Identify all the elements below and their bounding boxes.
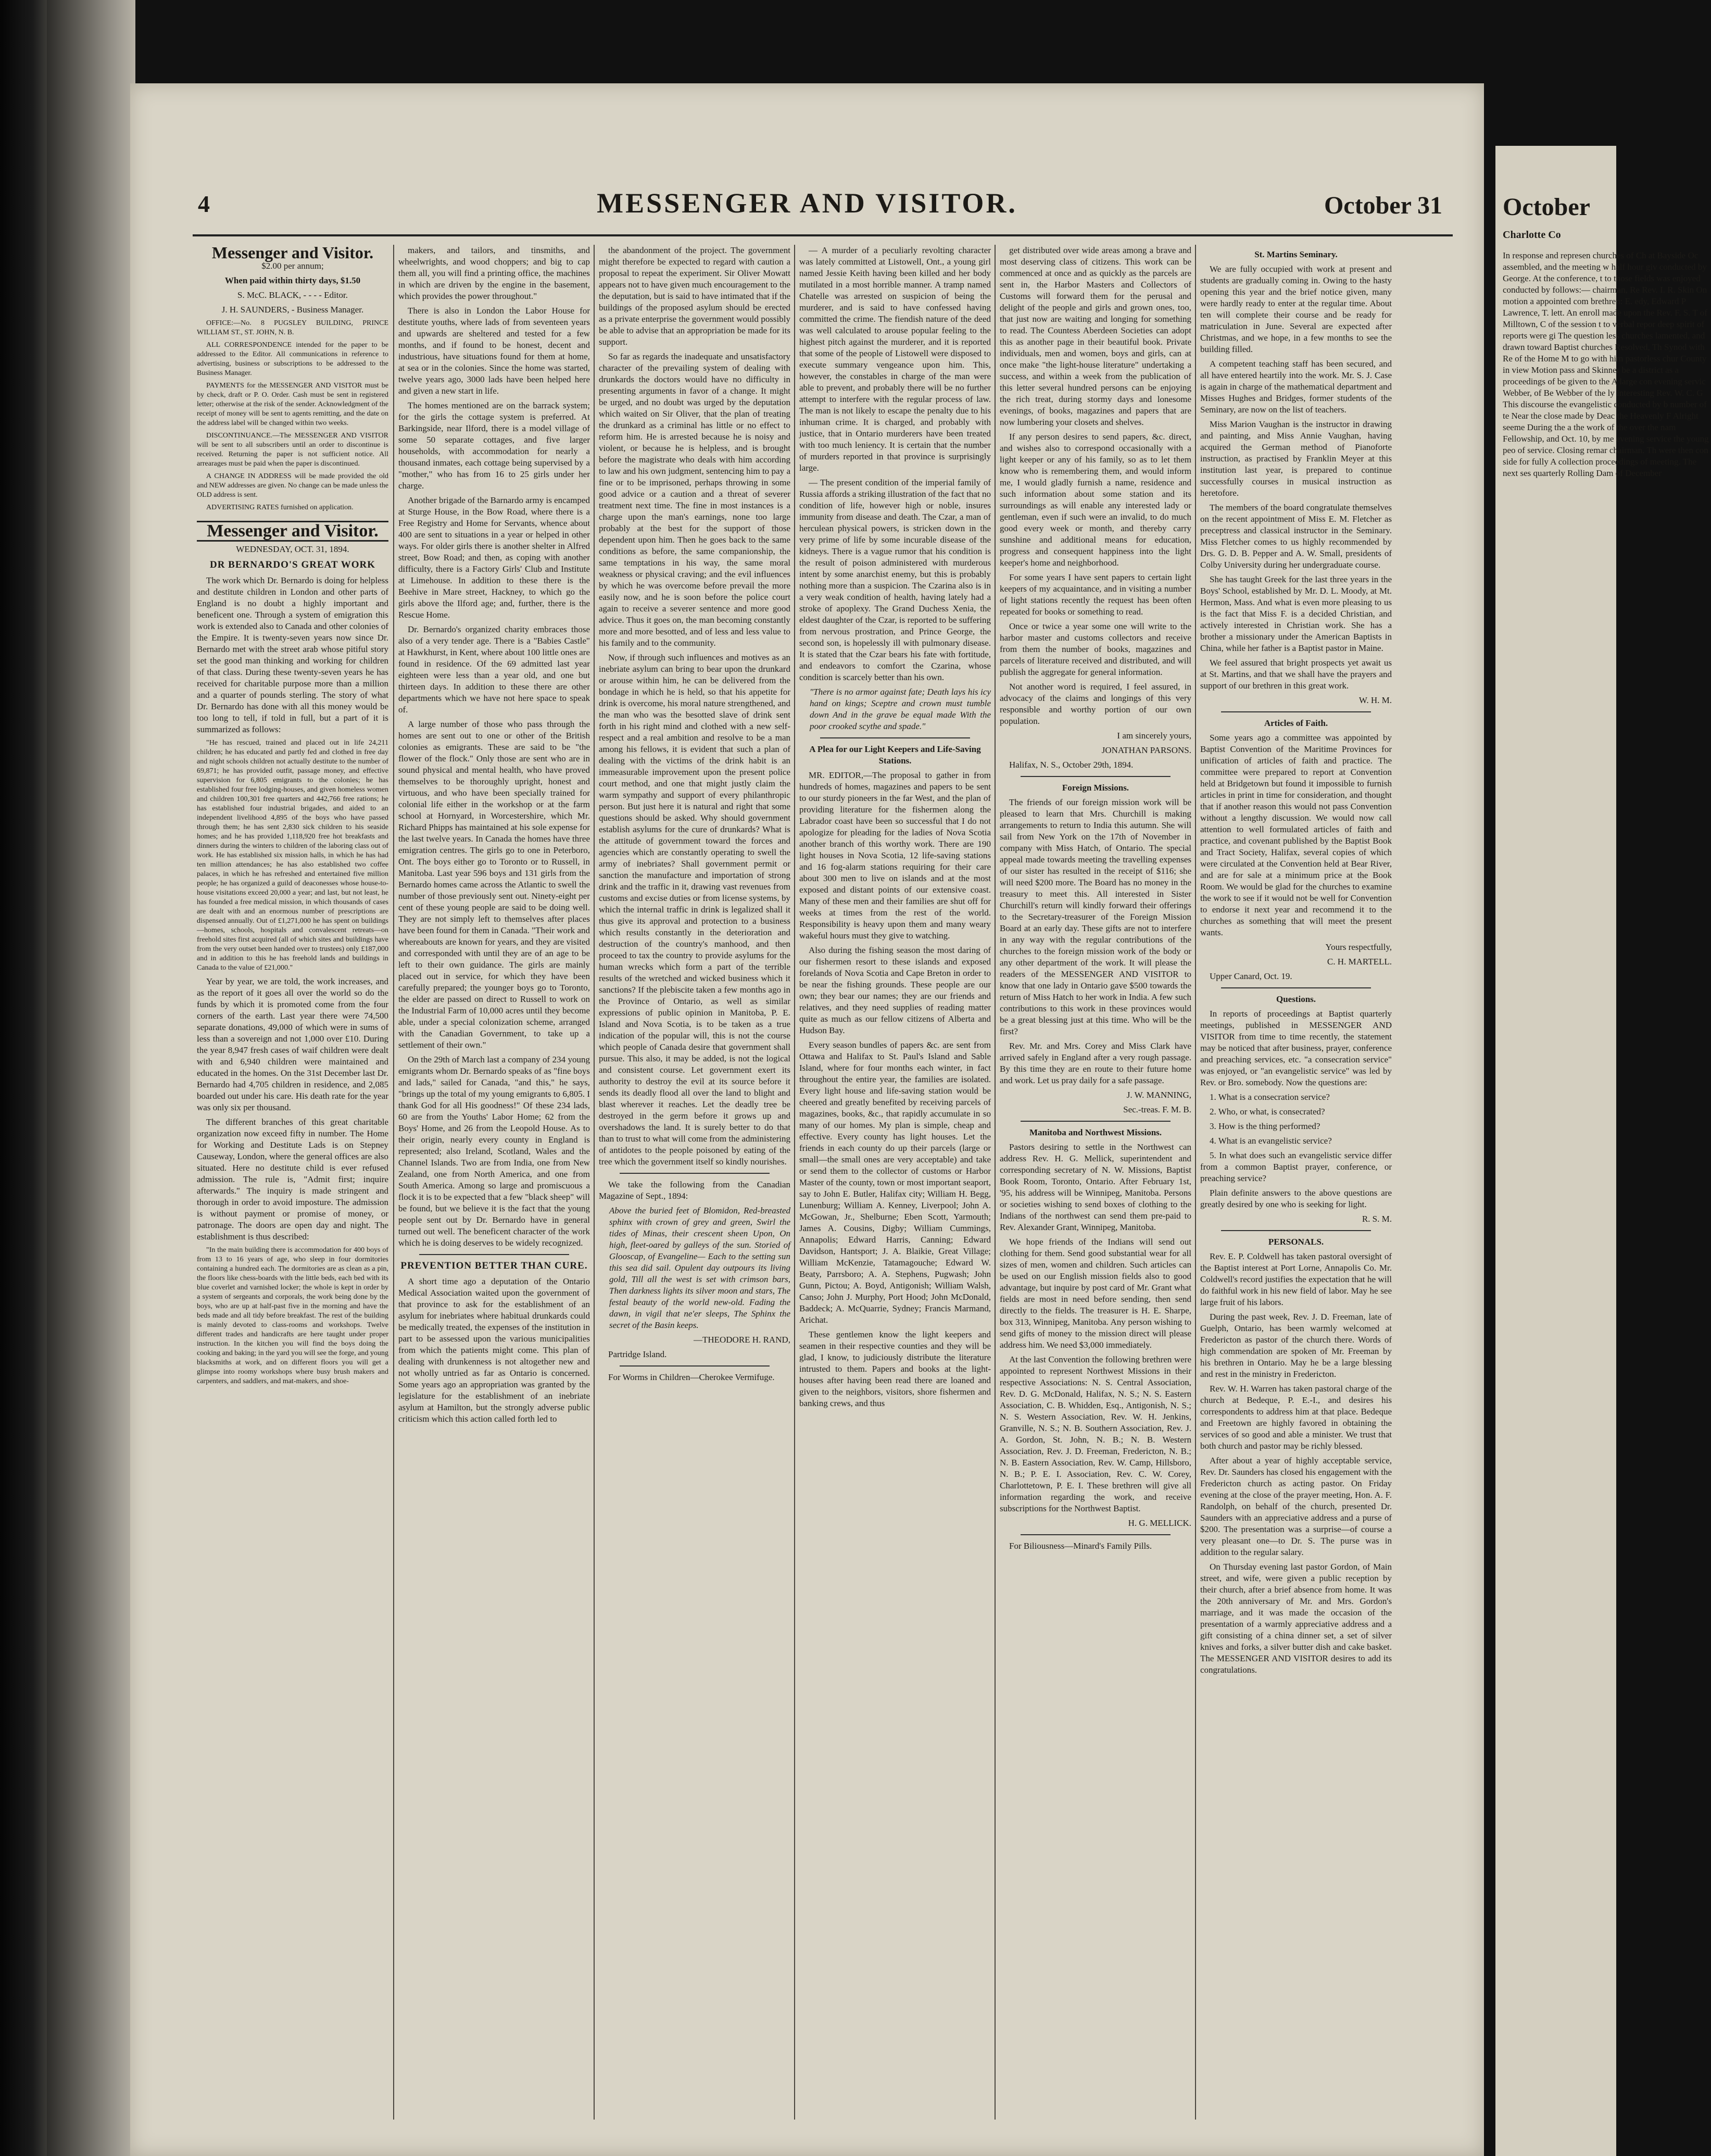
article-paragraph: At the last Convention the following brethren were appointed to represent Northwest Missions in their respective Associations: N. S. Central Association, Rev. D. G. McDonald, Halifax, N. S.; N. S. Eastern Association, C. B. Whidden, Esq., Antigonish, N. S.; N. S. Western Association, Rev. W. H. Jenkins, Granville, N. S.; N. B. Southern Association, Rev. J. A. Gordon, St. John, N. B.; N. B. Western Association, Rev. J. D. Freeman, Fredericton, N. B.; N. B. Eastern Association, Rev. W. Camp, Hillsboro, N. B.; P. E. I. Association, Rev. C. W. Corey, Charlottetown, P. E. I. These brethren will give all information regarding the work, and receive subscriptions for the Northwest Baptist. bbox=[1000, 1355, 1191, 1513]
question-item: 1. What is a consecration service? bbox=[1210, 1092, 1330, 1102]
adjacent-page-headline: Charlotte Co bbox=[1503, 229, 1561, 241]
signature-name: C. H. MARTELL. bbox=[1327, 957, 1392, 967]
payments-notice: PAYMENTS for the MESSENGER AND VISITOR must be by check, draft or P. O. Order. Cash must be sent in registered letter; otherwise at the risk of the sender. Acknowledgment of the receipt of money will be sent to agents remitting, and the date on the address label will be changed within two weeks. bbox=[197, 382, 388, 427]
subscription-price: $2.00 per annum; bbox=[261, 261, 324, 271]
column-3 bbox=[599, 245, 790, 2125]
article-paragraph: Rev. W. H. Warren has taken pastoral charge of the church at Bedeque, P. E.-I., and desires his correspondents to address him at that place. Bedeque and Freetown are highly favored in obtaining the services of so good and able a minister. We trust that both church and pastor may be richly blessed. bbox=[1200, 1384, 1392, 1451]
subscription-terms: When paid within thirty days, $1.50 bbox=[224, 275, 361, 285]
article-paragraph: — The present condition of the imperial family of Russia affords a striking illustration of the fact that no condition of life, however high or noble, insures immunity from disease and death. The Czar, a man of herculean physical powers, is stricken down in the very prime of life by some incurable disease of the kidneys. There is a vague rumor that his condition is the result of poison administered with murderous intent by some anarchist enemy, but this is probably nothing more than a suspicion. The Czarina also is in a very weak condition of health, having lately had a stroke of apoplexy. The Grand Duchess Xenia, the eldest daughter of the Czar, is reported to be suffering from nervous prostration, and Prince George, the second son, is hopelessly ill with pulmonary disease. It is stated that the Czar bears his fate with fortitude, and endeavors to comfort the Czarina, whose condition is scarcely better than his own. bbox=[799, 478, 991, 682]
article-headline: PREVENTION BETTER THAN CURE. bbox=[400, 1260, 588, 1271]
signature-place: Halifax, N. S., October 29th, 1894. bbox=[1009, 760, 1134, 770]
article-headline: Articles of Faith. bbox=[1264, 718, 1328, 728]
section-rule bbox=[620, 1365, 770, 1367]
signature-name: H. G. MELLICK. bbox=[1128, 1518, 1191, 1528]
article-paragraph: Miss Marion Vaughan is the instructor in drawing and painting, and Miss Annie Vaughan, having acquired the German method of Pianoforte instruction, as practised by Franklin Meyer at this institution last year, is prepared to continue successfully courses in musical instruction as heretofore. bbox=[1200, 419, 1392, 498]
article-paragraph: makers, and tailors, and tinsmiths, and wheelwrights, and wood choppers; and big to cap them all, you will find a printing office, the machines in which are driven by the engine in the basement, which provides the power throughout." bbox=[398, 245, 590, 301]
signature-initials: R. S. M. bbox=[1362, 1214, 1392, 1224]
article-paragraph: The members of the board congratulate themselves on the recent appointment of Miss E. M. Fletcher as preceptress and classical instructor in the Seminary. Miss Fletcher comes to us highly recommended by Drs. G. D. B. Pepper and A. W. Small, presidents of Colby University during her undergraduate course. bbox=[1200, 503, 1392, 570]
editor-line: S. McC. BLACK, - - - - Editor. bbox=[237, 290, 348, 300]
article-paragraph: Plain definite answers to the above questions are greatly desired by one who is seeking for light. bbox=[1200, 1188, 1392, 1209]
article-headline: A Plea for our Light Keepers and Life-Saving Stations. bbox=[809, 744, 981, 766]
correspondence-notice: ALL CORRESPONDENCE intended for the paper to be addressed to the Editor. All communications in reference to advertising, business or subscriptions to be addressed to the Business Manager. bbox=[197, 341, 388, 377]
office-address: OFFICE:—No. 8 PUGSLEY BUILDING, PRINCE WILLIAM ST., ST. JOHN, N. B. bbox=[197, 319, 388, 336]
section-rule bbox=[1021, 1534, 1171, 1535]
signature-line: I am sincerely yours, bbox=[1117, 731, 1191, 741]
advertising-notice: ADVERTISING RATES furnished on application. bbox=[206, 504, 354, 511]
article-paragraph: In reports of proceedings at Baptist quarterly meetings, published in MESSENGER AND VISITOR from time to time recently, the statement may be noticed that after business, prayer, conference and preaching services, etc. "a consecration service" was enjoyed, or "an evangelistic service" was led by Rev. or Bro. somebody. Now the questions are: bbox=[1200, 1009, 1392, 1087]
section-rule bbox=[1221, 1230, 1371, 1231]
column-divider bbox=[393, 245, 394, 2120]
article-paragraph: Not another word is required, I feel assured, in advocacy of the claims and longings of this very responsible and worthy portion of our own population. bbox=[1000, 682, 1191, 726]
section-rule bbox=[620, 1173, 770, 1174]
article-paragraph: She has taught Greek for the last three years in the Boys' School, established by Mr. D. L. Moody, at Mt. Hermon, Mass. And what is even more pleasing to us is the fact that Miss F. is a decided Christian, and actively interested in Christian work. She has a brother a missionary under the American Baptists in China, while her father is a Baptist pastor in Maine. bbox=[1200, 574, 1392, 653]
article-paragraph: Rev. Mr. and Mrs. Corey and Miss Clark have arrived safely in England after a very rough passage. By this time they are en route to their future home and work. Let us pray daily for a safe passage. bbox=[1000, 1041, 1191, 1085]
article-paragraph: A short time ago a deputation of the Ontario Medical Association waited upon the government of that province to ask for the establishment of an asylum for inebriates where habitual drunkards could be medically treated, the expenses of the institution in part to be assessed upon the various municipalities from which the patients might come. This plan of dealing with drunkenness is not altogether new and not wholly untried as far as Ontario is concerned. Some years ago an appropriation was granted by the legislature for the establishment of an inebriate asylum at Hamilton, but the strongly adverse public criticism which this action called forth led to bbox=[398, 1276, 590, 1424]
article-paragraph: So far as regards the inadequate and unsatisfactory character of the prevailing system of dealing with drunkards the doctors would have no difficulty in presenting arguments in favor of a change. It might be urged, and no doubt was urged by the deputation which waited on Sir Oliver, that the plan of treating the drunkard as a criminal has little or no effect to reform him. He is arrested because he is noisy and violent, or because he is helpless, and is brought before the magistrate who deals with him according to law and his own judgment, sentencing him to pay a fine or to be imprisoned, perhaps throwing in some good advice or a caution and a threat of severer treatment next time. The fine in most instances is a charge upon the man's earnings, none too large probably at the best for the support of those dependent upon him. Then he goes back to the same conditions as before, the same companionship, the same temptations in his way, the same moral weakness or physical craving; and the evil influences by which he was overcome before prevail the more easily now, and he is soon before the police court again to receive a severer sentence and more good advice. Thus it goes on, the man becoming constantly more and more besotted, and of less and less value to his family and to the community. bbox=[599, 352, 790, 648]
section-rule bbox=[1221, 987, 1371, 988]
column-divider bbox=[1195, 245, 1196, 2120]
quoted-verse: "There is no armor against fate; Death lays his icy hand on kings; Sceptre and crown must tumble down And in the grave be equal made With the poor crooked scythe and spade." bbox=[810, 687, 991, 731]
article-paragraph: The different branches of this great charitable organization now exceed fifty in number. The Home for Working and Destitute Lads is on Stepney Causeway, London, where the general offices are also situated. Here no destitute child is ever refused admission. The rule is, "Admit first; inquire afterwards." The inquiry is made stringent and thorough in order to avoid imposture. The admission is without payment or promise of money, or patronage. The doors are open day and night. The establishment is thus described: bbox=[197, 1117, 388, 1242]
advertisement: For Worms in Children—Cherokee Vermifuge. bbox=[608, 1372, 775, 1382]
page-header bbox=[130, 180, 1484, 221]
article-paragraph: We are fully occupied with work at present and students are gradually coming in. Owing to the hasty opening this year and the brief notice given, many were hardly ready to enter at the regular time. About ten will complete their course and be ready for matriculation in June. Several are expected after Christmas, and we hope, in a few months to see the building filled. bbox=[1200, 264, 1392, 354]
signature-place: Upper Canard, Oct. 19. bbox=[1210, 971, 1292, 981]
adjacent-page-date: October bbox=[1503, 193, 1590, 221]
address-change-notice: A CHANGE IN ADDRESS will be made provided the old and NEW addresses are given. No change can be made unless the OLD address is sent. bbox=[197, 472, 388, 499]
article-paragraph: Once or twice a year some one will write to the harbor master and customs collectors and receive from them the number of books, magazines and parcels of literature received and distributed, and will publish the aggregate for general information. bbox=[1000, 621, 1191, 677]
section-rule bbox=[820, 737, 970, 738]
article-paragraph: On Thursday evening last pastor Gordon, of Main street, and wife, were given a public reception by their church, after a brief absence from home. It was the 20th anniversary of Mr. and Mrs. Gordon's marriage, and it was made the occasion of the presentation of a warmly appreciative address and a gift consisting of a china dinner set, a set of silver knives and forks, a silver butter dish and cake basket. The MESSENGER AND VISITOR desires to add its congratulations. bbox=[1200, 1562, 1392, 1675]
article-paragraph: We feel assured that bright prospects yet await us at St. Martins, and that we shall have the prayers and support of our brethren in this great work. bbox=[1200, 658, 1392, 691]
article-paragraph: Some years ago a committee was appointed by Baptist Convention of the Maritime Provinces for unification of articles of faith and practice. The committee were prepared to report at Convention held at Bridgetown but found it impossible to furnish articles in print in time for consideration, and thought that if another reason this would not pass Convention without a lengthy discussion. We would now call attention to well formulated articles of faith and practice, and covenant published by the Baptist Book and Tract Society, Halifax, several copies of which were circulated at the Convention held at Bear River, and are for sale at a minimum price at the Book Room. We would be glad for the churches to examine the work to see if it would not be well for Convention to endorse it next year and recommend it to the churches as something that will meet the present wants. bbox=[1200, 733, 1392, 937]
newspaper-page bbox=[130, 83, 1484, 2156]
article-paragraph: On the 29th of March last a company of 234 young emigrants whom Dr. Bernardo speaks of as "fine boys and lads," sailed for Canada, "and this," he says, "brings up the total of my young emigrants to 6,805. I thank God for all His goodness!" Of these 234 lads, 60 are from the Youths' Labor Home; 62 from the Boys' Home, and 26 from the Leopold House. As to their origin, nearly every county in England is represented; also Ireland, Scotland, Wales and the Channel Islands. Two are from India, one from New Zealand, one from North America, and one from South America. Among so large and promiscuous a flock it is to be expected that a few "black sheep" will be found, but we believe it is the fact that the young people sent out by Dr. Bernardo have in general turned out well. The beneficent character of the work which he is doing deserves to be widely recognized. bbox=[398, 1055, 590, 1248]
column-1 bbox=[197, 245, 388, 2125]
article-headline: Questions. bbox=[1276, 994, 1316, 1004]
article-paragraph: Year by year, we are told, the work increases, and as the report of it goes all over the world so do the funds by which it is promoted come from the four corners of the earth. Last year there were 74,500 separate donations, 49,000 of which were in sums of less than a sovereign and not 1,000 over £10. During the year 8,947 fresh cases of waif children were dealt with and 6,940 children were maintained and educated in the homes. On the 31st December last Dr. Bernardo had 4,705 children in residence, and 2,085 boarded out under his care. His death rate for the year was only six per thousand. bbox=[197, 976, 388, 1112]
section-rule bbox=[1021, 776, 1171, 777]
poem-author: —THEODORE H. RAND, bbox=[693, 1335, 790, 1345]
header-rule bbox=[193, 234, 1453, 236]
masthead-title: Messenger and Visitor. bbox=[211, 243, 374, 262]
article-paragraph: After about a year of highly acceptable service, Rev. Dr. Saunders has closed his engagement with the Fredericton church as acting pastor. On Friday evening at the close of the prayer meeting, Hon. A. F. Randolph, on behalf of the church, presented Dr. Saunders with an appreciative address and a purse of $200. The presentation was a surprise—of course a very pleasant one—to Dr. S. The purse was in addition to the regular salary. bbox=[1200, 1456, 1392, 1557]
discontinuance-notice: DISCONTINUANCE.—The MESSENGER AND VISITOR will be sent to all subscribers until an order to discontinue is received. Returning the paper is not sufficient notice. All arrearages must be paid when the paper is discontinued. bbox=[197, 432, 388, 468]
article-headline: Foreign Missions. bbox=[1062, 783, 1129, 793]
article-paragraph: If any person desires to send papers, &c. direct, and wishes also to correspond occasionally with a light keeper or any of his family, so as to let them know who is remembering them, and would inform me, I would gladly furnish a name, residence and such information about some station and its surroundings as will enable any interested lady or gentleman, even if such were an invalid, to do much good every week or month, and thereby carry sunshine and additional means for education, progress and consequent happiness into the light keeper's home and neighborhood. bbox=[1000, 432, 1191, 568]
column-divider bbox=[594, 245, 595, 2120]
question-item: 4. What is an evangelistic service? bbox=[1210, 1136, 1332, 1146]
article-paragraph: The work which Dr. Bernardo is doing for helpless and destitute children in London and other parts of England is no doubt a highly important and beneficent one. Through a system of emigration this work is extended also to Canada and other colonies of the Empire. It is twenty-seven years now since Dr. Bernardo met with the street arab whose pitiful story set the good man thinking and working for children of that class. During these twenty-seven years he has received for charitable purpose more than a million and a quarter of pounds sterling. The story of what Dr. Bernardo has done with all this money would be too long to tell, if told in full, but a part of it is summarized as follows: bbox=[197, 575, 388, 734]
article-paragraph: get distributed over wide areas among a brave and most deserving class of citizens. This work can be commenced at once and as quickly as the parcels are sent in, the Harbor Masters and Collectors of Customs will forward them for the perusal and delight of the people and girls and grown ones, too, that just now are waiting and longing for something to read. The Countess Aberdeen Societies can adopt this as another page in their beautiful book. Private individuals, men and women, boys and girls, can at once make "the light-house literature" undertaking a success, and within a week from the publication of this letter several hundred persons can be enjoying the rich treat, during stormy days and lonesome evenings, of books, magazines and papers that are now lumbering your closets and shelves. bbox=[1000, 245, 1191, 427]
issue-date-header: October 31 bbox=[1324, 192, 1442, 219]
article-paragraph: These gentlemen know the light keepers and seamen in their respective counties and they will be glad, I know, to judiciously distribute the literature intrusted to them. Papers and books at the light-houses after having been read there are loaned and given to the neighbors, visitors, shore fishermen and banking crews, and thus bbox=[799, 1330, 991, 1408]
adjacent-page-edge bbox=[1495, 146, 1709, 2156]
article-paragraph: Rev. E. P. Coldwell has taken pastoral oversight of the Baptist interest at Port Lorne, Annapolis Co. Mr. Coldwell's record justifies the expectation that he will do faithful work in his new field of labor. May he see large fruit of his labors. bbox=[1200, 1251, 1392, 1307]
article-headline: DR BERNARDO'S GREAT WORK bbox=[209, 559, 376, 570]
section-headline: PERSONALS. bbox=[1268, 1237, 1324, 1247]
poem-intro: We take the following from the Canadian Magazine of Sept., 1894: bbox=[599, 1180, 790, 1201]
column-divider bbox=[995, 245, 996, 2120]
signature-name: J. W. MANNING, bbox=[1126, 1090, 1191, 1100]
poem-place: Partridge Island. bbox=[608, 1349, 667, 1359]
article-headline: St. Martins Seminary. bbox=[1254, 249, 1338, 259]
column-5 bbox=[1000, 245, 1191, 2125]
question-item: 3. How is the thing performed? bbox=[1210, 1121, 1320, 1131]
article-paragraph: Pastors desiring to settle in the Northwest can address Rev. H. G. Mellick, superintendent and corresponding secretary of N. W. Missions, Baptist Book Room, Toronto, Ontario. After February 1st, '95, his address will be Winnipeg, Manitoba. Persons or societies wishing to send boxes of clothing to the Indians of the northwest can send them pre-paid to Rev. Alexander Grant, Winnipeg, Manitoba. bbox=[1000, 1142, 1191, 1232]
issue-date: WEDNESDAY, OCT. 31, 1894. bbox=[236, 544, 349, 554]
signature-initials: W. H. M. bbox=[1358, 695, 1392, 705]
advertisement: For Biliousness—Minard's Family Pills. bbox=[1009, 1541, 1152, 1551]
article-paragraph: the abandonment of the project. The government might therefore be expected to regard with caution a proposal to repeat the experiment. Sir Oliver Mowatt appears not to have given much encouragement to the the deputation, but is said to have intimated that if the buildings of the proposed asylum should be erected as a private enterprise the government would possibly be able to advise that an appropriation be made for its support. bbox=[599, 245, 790, 347]
article-paragraph: — A murder of a peculiarly revolting character was lately committed at Listowell, Ont., a young girl named Jessie Keith having been killed and her body mutilated in a most horrible manner. A tramp named Chatelle was arrested on suspicion of being the murderer, and is said to have confessed having committed the crime. The fiendish nature of the deed was well calculated to arouse popular feeling to the highest pitch against the murderer, and it is reported that some of the people of Listowell were disposed to execute summary vengeance upon him. This, however, the constables in charge of the man were able to prevent, and probably there will be no further attempt to interfere with the regular process of law. The man is not likely to escape the penalty due to his inhuman crime. It is charged, and probably with justice, that in Ontario murderers have been treated with too much leniency. It is certain that the number of murders reported in that province is surprisingly large. bbox=[799, 245, 991, 473]
question-item: 2. Who, or what, is consecrated? bbox=[1210, 1107, 1325, 1117]
column-6 bbox=[1200, 245, 1392, 2125]
article-quote: "In the main building there is accommodation for 400 boys of from 13 to 16 years of age, who sleep in four dormitories containing a hundred each. The dormitories are as clean as a pin, the floors like chess-boards with the little beds, each bed with its blue coverlet and varnished locker; the whole is kept in order by a system of sergeants and corporals, the work being done by the boys, who are up at half-past five in the morning and have the beds made and all tidy before breakfast. The rest of the building is mainly devoted to class-rooms and workshops. Twelve different trades and handicrafts are here taught under proper instruction. In the kitchen you will find the boys doing the cooking and baking; in the yard you will see the forge, and young blacksmiths at work, and on different floors you will get a glimpse into roomy workshops where busy brush makers and carpenters, and saddlers, and mat-makers, and shoe- bbox=[197, 1246, 388, 1385]
column-4 bbox=[799, 245, 991, 2125]
article-paragraph: For some years I have sent papers to certain light keepers of my acquaintance, and in visiting a number of light stations recently the request has been often repeated for books or something to read. bbox=[1000, 572, 1191, 617]
article-headline: Manitoba and Northwest Missions. bbox=[1029, 1127, 1162, 1137]
article-paragraph: A competent teaching staff has been secured, and all have entered heartily into the work. Mr. S. J. Case is again in charge of the mathematical department and Misses Hughes and Bridges, former students of the Seminary, are now on the list of teachers. bbox=[1200, 359, 1392, 415]
article-paragraph: Every season bundles of papers &c. are sent from Ottawa and Halifax to St. Paul's Island and Sable Island, where for four months each winter, in fact throughout the entire year, the families are isolated. Every light house and life-saving station would be cheered and greatly benefited by receiving parcels of magazines, books, &c., that rapidly accumulate in so many of our homes. My plan is simple, cheap and effective. Every county has light houses. Let the friends in each county do up their parcels (large or small—the small ones are very acceptable) and take or send them to the collector of customs or Harbor Master of the county, town or most important seaport, say to John E. Butler, Halifax city; William H. Begg, Lunenburg; William A. Kenney, Liverpool; John A. McGowan, Jr., Shelburne; Eben Scott, Yarmouth; James A. Cousins, Digby; William Cummings, Annapolis; Edward Harris, Canning; Edward Davidson, Hantsport; J. A. Blaikie, Great Village; William McKenzie, Tatamagouche; Edward W. Beaty, Parrsboro; A. A. Stephens, Pugwash; John Gunn, Pictou; A. Boyd, Antigonish; William Walsh, Canso; John J. Murphy, Port Hood; John McDonald, Baddeck; A. McQuarrie, Sydney; Francis Marmand, Arichat. bbox=[799, 1040, 991, 1325]
section-rule bbox=[419, 1254, 569, 1255]
article-quote: "He has rescued, trained and placed out in life 24,211 children; he has educated and partly fed and clothed in free day and night schools children not actually destitute to the number of 69,871; he has provided outfit, passage money, and effective supervision for 6,805 emigrants to the colonies; he has established four free lodging-houses, and given homeless women and children 100,301 free quarters and 442,766 free rations; he has established four industrial brigades, and aided to an independent livelihood 4,895 of the boys who have passed through them; he has sent 2,830 sick children to his seaside homes; and he has provided 1,118,920 free hot breakfasts and dinners during the winters to children of the laboring class out of work. He has established six mission halls, in which he has had ten million attendances; he has also established two coffee palaces, in which he has refreshed and entertained five million people; he has organized a guild of deaconesses whose house-to-house visitations exceed 20,000 a year; and last, but not least, he has founded a free medical mission, in which thousands of cases are dealt with and an enormous number of prescriptions are dispensed annually. Out of £1,271,000 he has spent on buildings—homes, schools, hospitals and convalescent retreats—on freehold sites first acquired (all of which sites and buildings have from the very outset been handed over to trustees) only £187,000 and in addition to this he has freehold lands and buildings in Canada to the value of £21,000." bbox=[197, 739, 388, 972]
signature-title: Sec.-treas. F. M. B. bbox=[1123, 1105, 1191, 1114]
article-paragraph: The homes mentioned are on the barrack system; for the girls the cottage system is preferred. At Barkingside, near Ilford, there is a model village of some 50 separate cottages, and five larger households, with accommodation for nearly a thousand inmates, each cottage being supervised by a "mother," who has from 16 to 25 girls under her charge. bbox=[398, 400, 590, 491]
column-divider bbox=[794, 245, 795, 2120]
question-item: 5. In what does such an evangelistic service differ from a common Baptist prayer, conference, or preaching service? bbox=[1200, 1150, 1392, 1183]
article-paragraph: There is also in London the Labor House for destitute youths, where lads of from seventeen years and upwards are sheltered and tested for a few months, and if found to be honest, decent and industrious, have situations found for them at home, at sea or in the colonies. Since the home was started, twelve years ago, 3000 lads have been helped here and given a new start in life. bbox=[398, 306, 590, 396]
adjacent-page-text: In response and represen churches of Ch at Bayside Oc assembled, and the meeting w half hour giv conducted by George. At the conference, t to those fields was enjoyed conducted by follows:— chairman, Re Rev. I. R. Skin On motion a appointed com brethren: E. edy, Edward P Lawrence, T. lett. An enroll made upon the Rev. F. S. T of Milltown, C of the session t to verbal repor deep spirit of reports were gi The question less churches lamented, and drawn toward Baptist churches Resolved, Th Synod with Re of the Home M to go with him pastorless chur County in view Motion pass and Skinner be a district as a proceedings of be given to the A large con evening servic Webber, of Be Webber of the ly interesting Rev. W. C. G This discourse the evangelistic conducted by b number of te Near the close made by Deac the Heavenly F Alright seeme During the a the work of the over the nam Fellowship, and Oct. 10, by me evening service the young peo of service. Closing remar chairman. Th were then con side for fully A collection proceedings of meeting. The next ses quarterly Rolling Dam of December bbox=[1503, 250, 1709, 478]
signature-line: Yours respectfully, bbox=[1325, 942, 1392, 952]
poem-text: Above the buried feet of Blomidon, Red-breasted sphinx with crown of grey and green, Swirl the tides of Minas, their crescent sheen Upon, On high, fleet-oared by galleys of the sun. Storied of Glooscap, of Evangeline— Each to the setting sun this sea did sail. Opulent day outpours its living gold, Till all the west is set with crimson bars, Then darkness lights its silver moon and stars, The festal beauty of the world new-old. Fading the dawn, in vigil that ne'er sleeps, The Sphinx the secret of the Basin keeps. bbox=[609, 1206, 790, 1330]
article-paragraph: Now, if through such influences and motives as an inebriate asylum can bring to bear upon the drunkard or arouse within him, he can be delivered from the bondage in which he is held, so that his appetite for drink is overcome, his moral nature strengthened, and the man who was the besotted slave of drink sent forth in his right mind and clothed with a new self-respect and a real ambition and resolve to be a man among his fellows, it is evident that such a plan of dealing with the victims of the drink habit is an immeasurable improvement upon the present police court method, and one that might justly claim the warm sympathy and support of every philanthropic person. But just here it is natural and right that some questions should be asked. Why should government establish asylums for the cure of drunkards? What is the attitude of government toward the forces and agencies which are constantly operating to swell the army of inebriates? Shall government permit or sanction the manufacture and importation of strong drink and the traffic in it, drawing vast revenues from customs and excise duties or from license systems, by which the internal traffic in drink is legalized shall it thus give its approval and protection to a business which results constantly in the deterioration and destruction of the country's manhood, and then proceed to tax the country to provide asylums for the human wrecks which form a part of the terrible results of the wretched and wicked business which it sanctions? If the plebiscite taken a few months ago in the Province of Ontario, as well as similar expressions of public opinion in Manitoba, P. E. Island and Nova Scotia, is to be taken as a true indication of the popular will, this is not the course which people of Canada desire that government shall pursue. This also, it may be added, is not the logical and consistent course. Let government exert its authority to destroy the evil at its source before it sends its deadly flood all over the land to blight and blast wherever it reaches. Let the deadly tree be destroyed in the germ before it grows up and overshadows the land. It is surely better to do that than to trust to what will come from the administering of antidotes to the people poisoned by eating of the tree which the government itself so kindly nourishes. bbox=[599, 653, 790, 1167]
article-paragraph: MR. EDITOR,—The proposal to gather in from hundreds of homes, magazines and papers to be sent to our sturdy pioneers in the far West, and the plan of providing literature for the fishermen along the Labrador coast have been so successful that I do not apologize for pleading for the ladies of Nova Scotia another branch of this worthy work. There are 190 light houses in Nova Scotia, 12 life-saving stations and 16 fog-alarm stations requiring for their care about 300 men to live on islands and at the most exposed and distant points of our extensive coast. Many of these men and their families are shut off for weeks at times from the rest of the world. Responsibility is heavy upon them and many weary wakeful hours must they give to watching. bbox=[799, 770, 991, 941]
article-paragraph: We hope friends of the Indians will send out clothing for them. Send good substantial wear for all sizes of men, women and children. Such articles can be used on our English mission fields also to good advantage, but inquire by post card of Mr. Grant what fields are most in need before sending, then send directly to the fields. The treasurer is H. E. Sharpe, box 313, Winnipeg, Manitoba. Any person wishing to send gifts of money to the mission direct will please address him. We need $3,000 immediately. bbox=[1000, 1237, 1191, 1350]
section-rule bbox=[1221, 711, 1371, 712]
article-paragraph: Another brigade of the Barnardo army is encamped at Sturge House, in the Bow Road, where there is a Free Registry and Home for Servants, whence about 400 are sent to situations in a year or helped in other ways. For older girls there is another shelter in Alfred street, Bow Road; and then, as coping with another difficulty, there is a Factory Girls' Club and Institute at Limehouse. In addition to these there is the Beehive in Mare street, Hackney, to which go the girls above the Ilford age; and, further, there is the Rescue Home. bbox=[398, 495, 590, 620]
book-binding-shadow bbox=[0, 0, 47, 2156]
page-number: 4 bbox=[198, 191, 210, 217]
article-paragraph: During the past week, Rev. J. D. Freeman, late of Guelph, Ontario, has been warmly welcomed at Fredericton as pastor of the church there. Words of high commendation are spoken of Mr. Freeman by his brethren in Ontario. May he be a large blessing and rest in the ministry in Fredericton. bbox=[1200, 1312, 1392, 1379]
masthead-banner: Messenger and Visitor. bbox=[197, 521, 388, 542]
newspaper-title: MESSENGER AND VISITOR. bbox=[597, 187, 1017, 219]
article-paragraph: Dr. Bernardo's organized charity embraces those also of a very tender age. There is a "Babies Castle" at Hawkhurst, in Kent, where about 100 little ones are found in residence. Of the 69 admitted last year eighteen were less than a year old, and one but thirteen days. In addition to these there are other departments which we have not here space to speak of. bbox=[398, 624, 590, 715]
article-paragraph: The friends of our foreign mission work will be pleased to learn that Mrs. Churchill is making arrangements to return to India this autumn. She will sail from New York on the 17th of November in company with Miss Hatch, of Ontario. The special appeal made towards meeting the travelling expenses of our sister has resulted in the receipt of $116; she will need $200 more. The Board has no money in the treasury to meet this. All interested in Sister Churchill's return will kindly forward their offerings to the Secretary-treasurer of the Foreign Mission Board at an early day. These gifts are not to interfere in any way with the regular contributions of the churches to the foreign mission work of the body or any other department of the work. It will please the readers of the MESSENGER AND VISITOR to know that one lady in Ontario gave $500 towards the return of Miss Hatch to her work in India. A few such contributions to this work in these provinces would be a great blessing just at this time. Who will be the first? bbox=[1000, 797, 1191, 1036]
article-paragraph: Also during the fishing season the most daring of our fishermen resort to these islands and exposed forelands of Nova Scotia and Cape Breton in order to be near the fishing grounds. These people are our own; they bear our names; they are our friends and relatives, and they need supplies of reading matter quite as much as our fellow citizens of Alberta and Hudson Bay. bbox=[799, 945, 991, 1035]
signature-name: JONATHAN PARSONS. bbox=[1101, 745, 1191, 755]
manager-line: J. H. SAUNDERS, - Business Manager. bbox=[221, 305, 364, 315]
column-2 bbox=[398, 245, 590, 2125]
section-rule bbox=[1021, 1121, 1171, 1122]
page-fold-edges bbox=[47, 0, 135, 2156]
article-paragraph: A large number of those who pass through the homes are sent out to one or other of the British colonies as emigrants. These are said to be "the flower of the flock." Only those are sent who are in sound physical and mental health, who have proved themselves to be thoroughly upright, honest and virtuous, and who have been specially trained for colonial life either in the workshop or at the farm school at Hornyard, in Worcestershire, which Mr. Richard Phipps has maintained at his sole expense for the last twelve years. In Canada the homes have three emigration centres. The girls go to one in Peterboro, Ont. The boys either go to Toronto or to Russell, in Manitoba. Last year 596 boys and 131 girls from the Bernardo homes came across the Atlantic to swell the number of those previously sent out. Ninety-eight per cent of these young people are said to be doing well. They are not simply left to themselves after places have been found for them in Canada. "Their work and whereabouts are known for years, and they are visited and corresponded with until they are of an age to be left to their own guidance. The girls are mainly placed out in service, for which they have been carefully prepared; the younger boys go to Toronto, the elder are passed on direct to Russell to work on the Industrial Farm of 10,000 acres until they become able, under a special colonization scheme, arranged with the Canadian Government, to take up a settlement of their own." bbox=[398, 719, 590, 1050]
